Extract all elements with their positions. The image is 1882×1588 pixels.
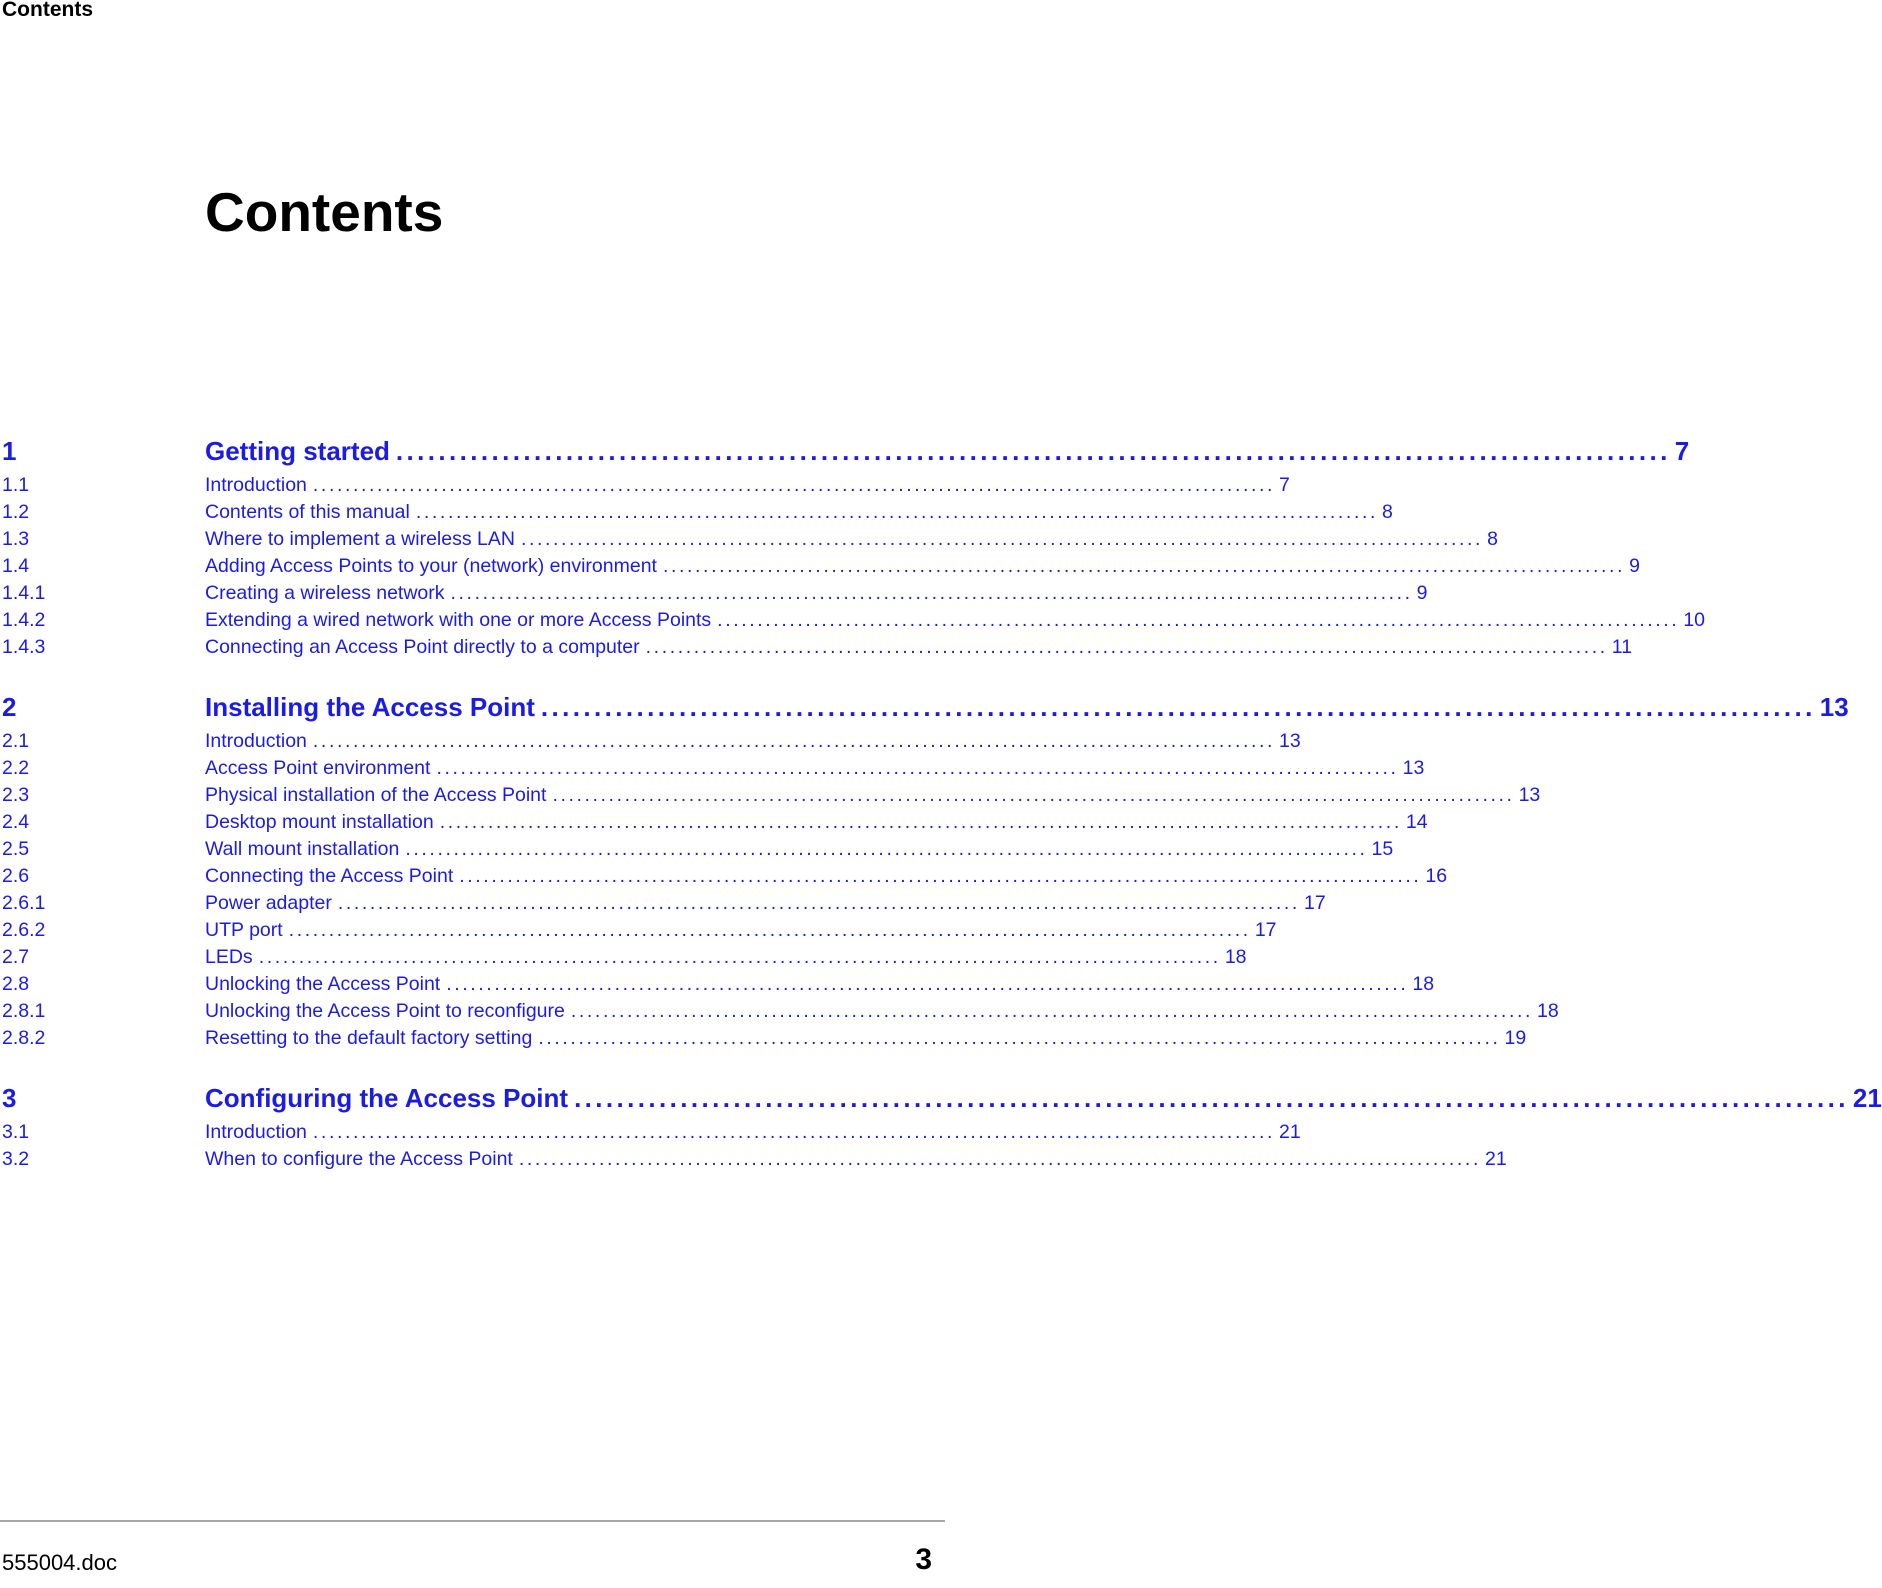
toc-entry-title: Getting started bbox=[205, 436, 390, 466]
dot-leader: ........................................................................................................................ bbox=[574, 1083, 1849, 1113]
toc-entry-page: 18 bbox=[1412, 973, 1435, 995]
toc-entry[interactable] bbox=[2, 944, 1247, 971]
toc-entry[interactable] bbox=[2, 755, 1425, 782]
toc-entry[interactable] bbox=[2, 809, 1428, 836]
toc-entry-title: Introduction bbox=[205, 474, 307, 496]
dot-leader: ........................................................................................................................ bbox=[312, 1121, 1276, 1143]
toc-entry-title: Wall mount installation bbox=[205, 838, 400, 860]
toc-entry-number: 1.3 bbox=[2, 528, 30, 550]
toc-entry[interactable] bbox=[2, 472, 1290, 499]
toc-entry-page: 13 bbox=[1402, 757, 1425, 779]
dot-leader: ........................................................................................................................ bbox=[520, 528, 1484, 550]
toc-entry-title: Unlocking the Access Point to reconfigure bbox=[205, 1000, 565, 1022]
toc-entry-title: Adding Access Points to your (network) environment bbox=[205, 555, 657, 577]
toc-entry-page: 21 bbox=[1279, 1121, 1301, 1143]
toc-entry[interactable] bbox=[2, 1146, 1507, 1173]
dot-leader: ........................................................................................................................ bbox=[258, 946, 1221, 968]
toc-entry-title: Connecting the Access Point bbox=[205, 865, 454, 887]
dot-leader: ........................................................................................................................ bbox=[288, 919, 1251, 941]
toc-entry-number: 3.2 bbox=[2, 1148, 30, 1170]
toc-entry-number: 2.6 bbox=[2, 865, 30, 887]
toc-entry-page: 7 bbox=[1279, 474, 1290, 496]
toc-entry-page: 9 bbox=[1416, 582, 1428, 604]
toc-entry-title: When to configure the Access Point bbox=[205, 1148, 513, 1170]
toc-entry-title: Contents of this manual bbox=[205, 501, 410, 523]
toc-entry[interactable] bbox=[2, 607, 1706, 634]
dot-leader: ........................................................................................................................ bbox=[518, 1148, 1481, 1170]
toc-entry-number: 1.1 bbox=[2, 474, 30, 496]
dot-leader: ........................................................................................................................ bbox=[645, 636, 1608, 658]
toc-entry-page: 15 bbox=[1371, 838, 1394, 860]
toc-entry-page: 13 bbox=[1819, 692, 1849, 722]
toc-entry-title: Desktop mount installation bbox=[205, 811, 434, 833]
toc-entry-page: 17 bbox=[1303, 892, 1326, 914]
toc-entry-title: Creating a wireless network bbox=[205, 582, 445, 604]
toc-entry[interactable] bbox=[2, 917, 1277, 944]
toc-entry[interactable] bbox=[2, 526, 1498, 553]
toc-entry[interactable] bbox=[2, 499, 1393, 526]
toc-entry-title: Access Point environment bbox=[205, 757, 431, 779]
toc-entry-number: 1.2 bbox=[2, 501, 30, 523]
toc-entry-page: 13 bbox=[1279, 730, 1301, 752]
toc-entry-number: 1.4 bbox=[2, 555, 30, 577]
toc-entry-number: 1.4.2 bbox=[2, 609, 46, 631]
dot-leader: ........................................................................................................................ bbox=[405, 838, 1368, 860]
toc-entry-number: 2.7 bbox=[2, 946, 30, 968]
dot-leader: ........................................................................................................................ bbox=[717, 609, 1680, 631]
dot-leader: ........................................................................................................................ bbox=[415, 501, 1379, 523]
toc-entry-number: 2.3 bbox=[2, 784, 30, 806]
toc-entry-page: 13 bbox=[1518, 784, 1541, 806]
dot-leader: ........................................................................................................................ bbox=[337, 892, 1300, 914]
footer-divider bbox=[0, 1520, 945, 1522]
toc-entry-number: 2.2 bbox=[2, 757, 30, 779]
toc-entry-page: 7 bbox=[1674, 436, 1690, 466]
toc-entry-number: 3.1 bbox=[2, 1121, 30, 1143]
toc-section-2 bbox=[2, 688, 1849, 1052]
toc-entry-number: 2.6.2 bbox=[2, 919, 46, 941]
table-of-contents bbox=[2, 432, 1882, 1200]
toc-entry[interactable] bbox=[2, 728, 1301, 755]
toc-entry-number: 1.4.1 bbox=[2, 582, 46, 604]
page-title: Contents bbox=[205, 181, 444, 243]
toc-chapter-1[interactable] bbox=[2, 432, 1690, 470]
toc-entry[interactable] bbox=[2, 971, 1435, 998]
dot-leader: ........................................................................................................................ bbox=[312, 474, 1276, 496]
toc-entry[interactable] bbox=[2, 890, 1326, 917]
toc-entry-page: 17 bbox=[1254, 919, 1277, 941]
toc-entry[interactable] bbox=[2, 782, 1541, 809]
dot-leader: ........................................................................................................................ bbox=[570, 1000, 1534, 1022]
toc-entry-number: 2.8.1 bbox=[2, 1000, 46, 1022]
toc-entry-title: Introduction bbox=[205, 730, 307, 752]
toc-entry-title: Configuring the Access Point bbox=[205, 1083, 569, 1113]
running-header: Contents bbox=[2, 0, 93, 21]
toc-entry[interactable] bbox=[2, 1119, 1301, 1146]
toc-entry-page: 8 bbox=[1487, 528, 1498, 550]
toc-entry[interactable] bbox=[2, 836, 1394, 863]
toc-entry-number: 2.5 bbox=[2, 838, 30, 860]
footer-page-number: 3 bbox=[915, 1543, 932, 1576]
toc-section-1 bbox=[2, 432, 1706, 661]
toc-section-3 bbox=[2, 1079, 1882, 1173]
footer-document-id: 555004.doc bbox=[2, 1550, 117, 1575]
toc-entry-page: 10 bbox=[1683, 609, 1706, 631]
dot-leader: ........................................................................................................................ bbox=[446, 973, 1409, 995]
toc-entry-title: Physical installation of the Access Point bbox=[205, 784, 547, 806]
toc-entry-number: 2.4 bbox=[2, 811, 30, 833]
toc-entry-title: Installing the Access Point bbox=[205, 692, 535, 722]
toc-chapter-3[interactable] bbox=[2, 1079, 1882, 1117]
toc-entry[interactable] bbox=[2, 553, 1640, 580]
dot-leader: ........................................................................................................................ bbox=[450, 582, 1413, 604]
toc-entry-title: LEDs bbox=[205, 946, 253, 968]
dot-leader: ........................................................................................................................ bbox=[662, 555, 1626, 577]
dot-leader: ........................................................................................................................ bbox=[312, 730, 1276, 752]
toc-entry[interactable] bbox=[2, 863, 1448, 890]
toc-entry-number: 2.1 bbox=[2, 730, 30, 752]
toc-entry-page: 8 bbox=[1382, 501, 1393, 523]
toc-entry-number: 2.6.1 bbox=[2, 892, 46, 914]
toc-entry-number: 2 bbox=[2, 692, 17, 722]
toc-entry[interactable] bbox=[2, 580, 1428, 607]
toc-entry-title: UTP port bbox=[205, 919, 283, 941]
toc-entry[interactable] bbox=[2, 634, 1633, 661]
toc-entry-number: 3 bbox=[2, 1083, 17, 1113]
toc-entry-page: 11 bbox=[1611, 636, 1633, 658]
toc-entry-page: 14 bbox=[1405, 811, 1428, 833]
toc-entry-number: 2.8.2 bbox=[2, 1027, 46, 1049]
toc-entry-page: 19 bbox=[1504, 1027, 1527, 1049]
toc-entry[interactable] bbox=[2, 1025, 1527, 1052]
toc-chapter-2[interactable] bbox=[2, 688, 1849, 726]
toc-entry-title: Where to implement a wireless LAN bbox=[205, 528, 515, 550]
dot-leader: ........................................................................................................................ bbox=[436, 757, 1399, 779]
dot-leader: ........................................................................................................................ bbox=[439, 811, 1402, 833]
toc-entry-page: 18 bbox=[1224, 946, 1247, 968]
toc-entry-title: Extending a wired network with one or more Access Points bbox=[205, 609, 712, 631]
toc-entry[interactable] bbox=[2, 998, 1559, 1025]
dot-leader: ........................................................................................................................ bbox=[540, 692, 1816, 722]
toc-entry-number: 1.4.3 bbox=[2, 636, 46, 658]
dot-leader: ........................................................................................................................ bbox=[459, 865, 1422, 887]
toc-entry-page: 21 bbox=[1484, 1148, 1507, 1170]
toc-entry-title: Resetting to the default factory setting bbox=[205, 1027, 533, 1049]
dot-leader: ........................................................................................................................ bbox=[538, 1027, 1501, 1049]
dot-leader: ........................................................................................................................ bbox=[552, 784, 1515, 806]
toc-entry-page: 18 bbox=[1537, 1000, 1559, 1022]
toc-entry-title: Unlocking the Access Point bbox=[205, 973, 441, 995]
dot-leader: ........................................................................................................................ bbox=[395, 436, 1671, 466]
toc-entry-title: Connecting an Access Point directly to a computer bbox=[205, 636, 640, 658]
toc-entry-page: 16 bbox=[1425, 865, 1448, 887]
toc-entry-title: Power adapter bbox=[205, 892, 332, 914]
toc-entry-page: 21 bbox=[1852, 1083, 1882, 1113]
toc-entry-title: Introduction bbox=[205, 1121, 307, 1143]
toc-entry-number: 1 bbox=[2, 436, 17, 466]
toc-entry-number: 2.8 bbox=[2, 973, 30, 995]
toc-entry-page: 9 bbox=[1629, 555, 1640, 577]
